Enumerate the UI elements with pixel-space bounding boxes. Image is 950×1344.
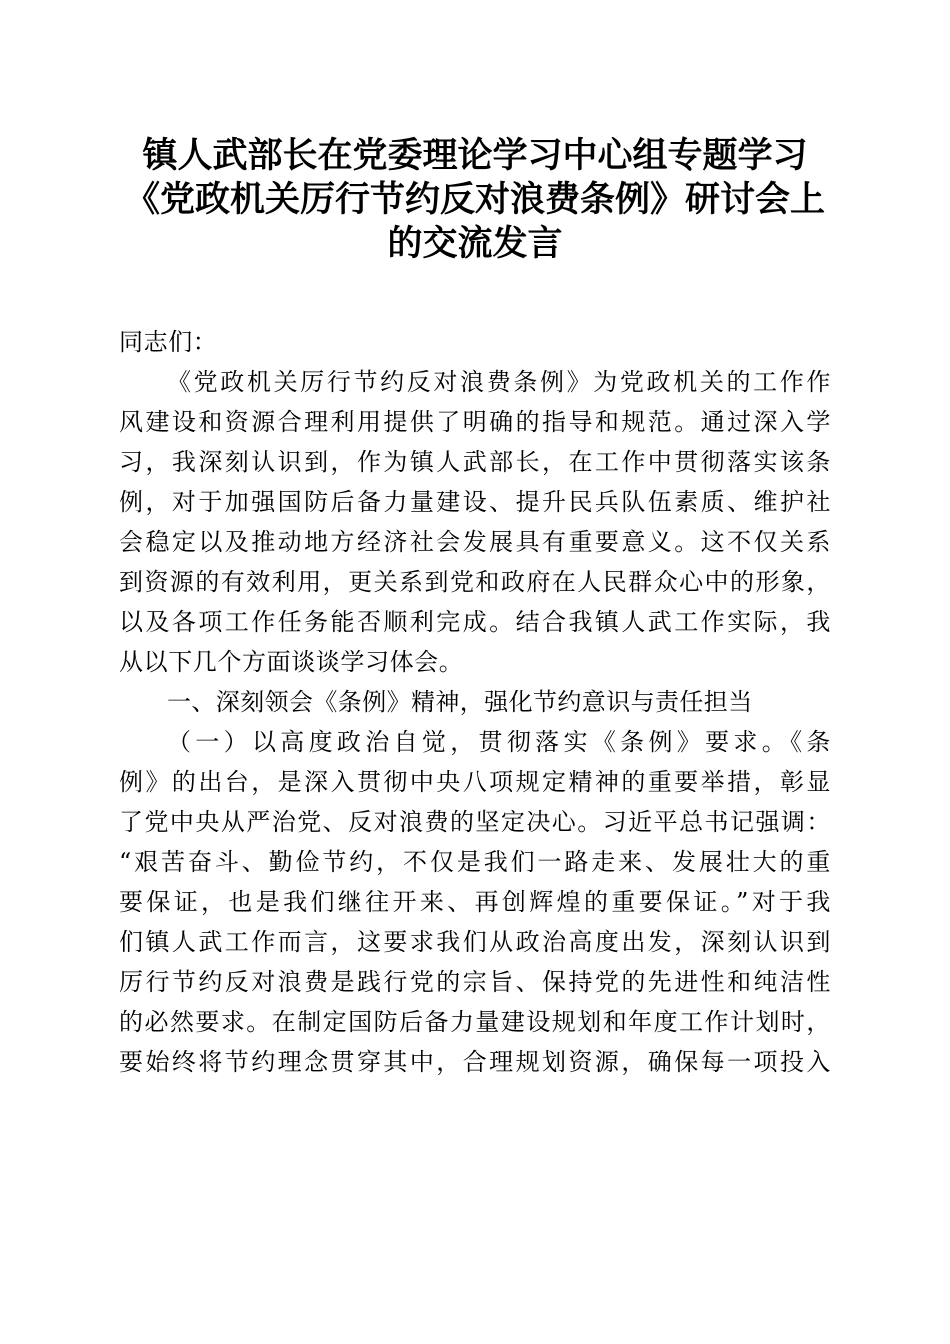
intro-line: 会稳定以及推动地方经济社会发展具有重要意义。这不仅关系 [119,528,831,556]
section-line: 要保证，也是我们继往开来、再创辉煌的重要保证。”对于我 [119,888,831,916]
intro-line: 从以下几个方面谈谈学习体会。 [119,648,464,676]
document-body [119,322,831,1082]
section-line: （一）以高度政治自觉，贯彻落实《条例》要求。《条 [167,728,831,756]
salutation: 同志们： [119,328,218,356]
section-line: 了党中央从严治党、反对浪费的坚定决心。习近平总书记强调： [119,808,831,836]
title-line-2: 《党政机关厉行节约反对浪费条例》研讨会上 [124,179,825,220]
section-line: 要始终将节约理念贯穿其中，合理规划资源，确保每一项投入 [119,1048,831,1076]
title-line-1: 镇人武部长在党委理论学习中心组专题学习 [142,135,808,176]
intro-line: 风建设和资源合理利用提供了明确的指导和规范。通过深入学 [119,408,831,436]
intro-line: 《党政机关厉行节约反对浪费条例》为党政机关的工作作 [167,368,831,396]
intro-line: 以及各项工作任务能否顺利完成。结合我镇人武工作实际，我 [119,608,831,636]
section-line: 们镇人武工作而言，这要求我们从政治高度出发，深刻认识到 [119,928,831,956]
document-title [120,134,830,266]
intro-line: 例，对于加强国防后备力量建设、提升民兵队伍素质、维护社 [119,488,831,516]
intro-line: 习，我深刻认识到，作为镇人武部长，在工作中贯彻落实该条 [119,448,831,476]
intro-line: 到资源的有效利用，更关系到党和政府在人民群众心中的形象， [119,568,831,596]
section-line: “艰苦奋斗、勤俭节约，不仅是我们一路走来、发展壮大的重 [119,848,831,876]
title-line-3: 的交流发言 [387,223,563,264]
section-line: 例》的出台，是深入贯彻中央八项规定精神的重要举措，彰显 [119,768,831,796]
section-line: 厉行节约反对浪费是践行党的宗旨、保持党的先进性和纯洁性 [119,968,831,996]
section-heading: 一、深刻领会《条例》精神，强化节约意识与责任担当 [167,688,753,716]
section-line: 的必然要求。在制定国防后备力量建设规划和年度工作计划时， [119,1008,831,1036]
